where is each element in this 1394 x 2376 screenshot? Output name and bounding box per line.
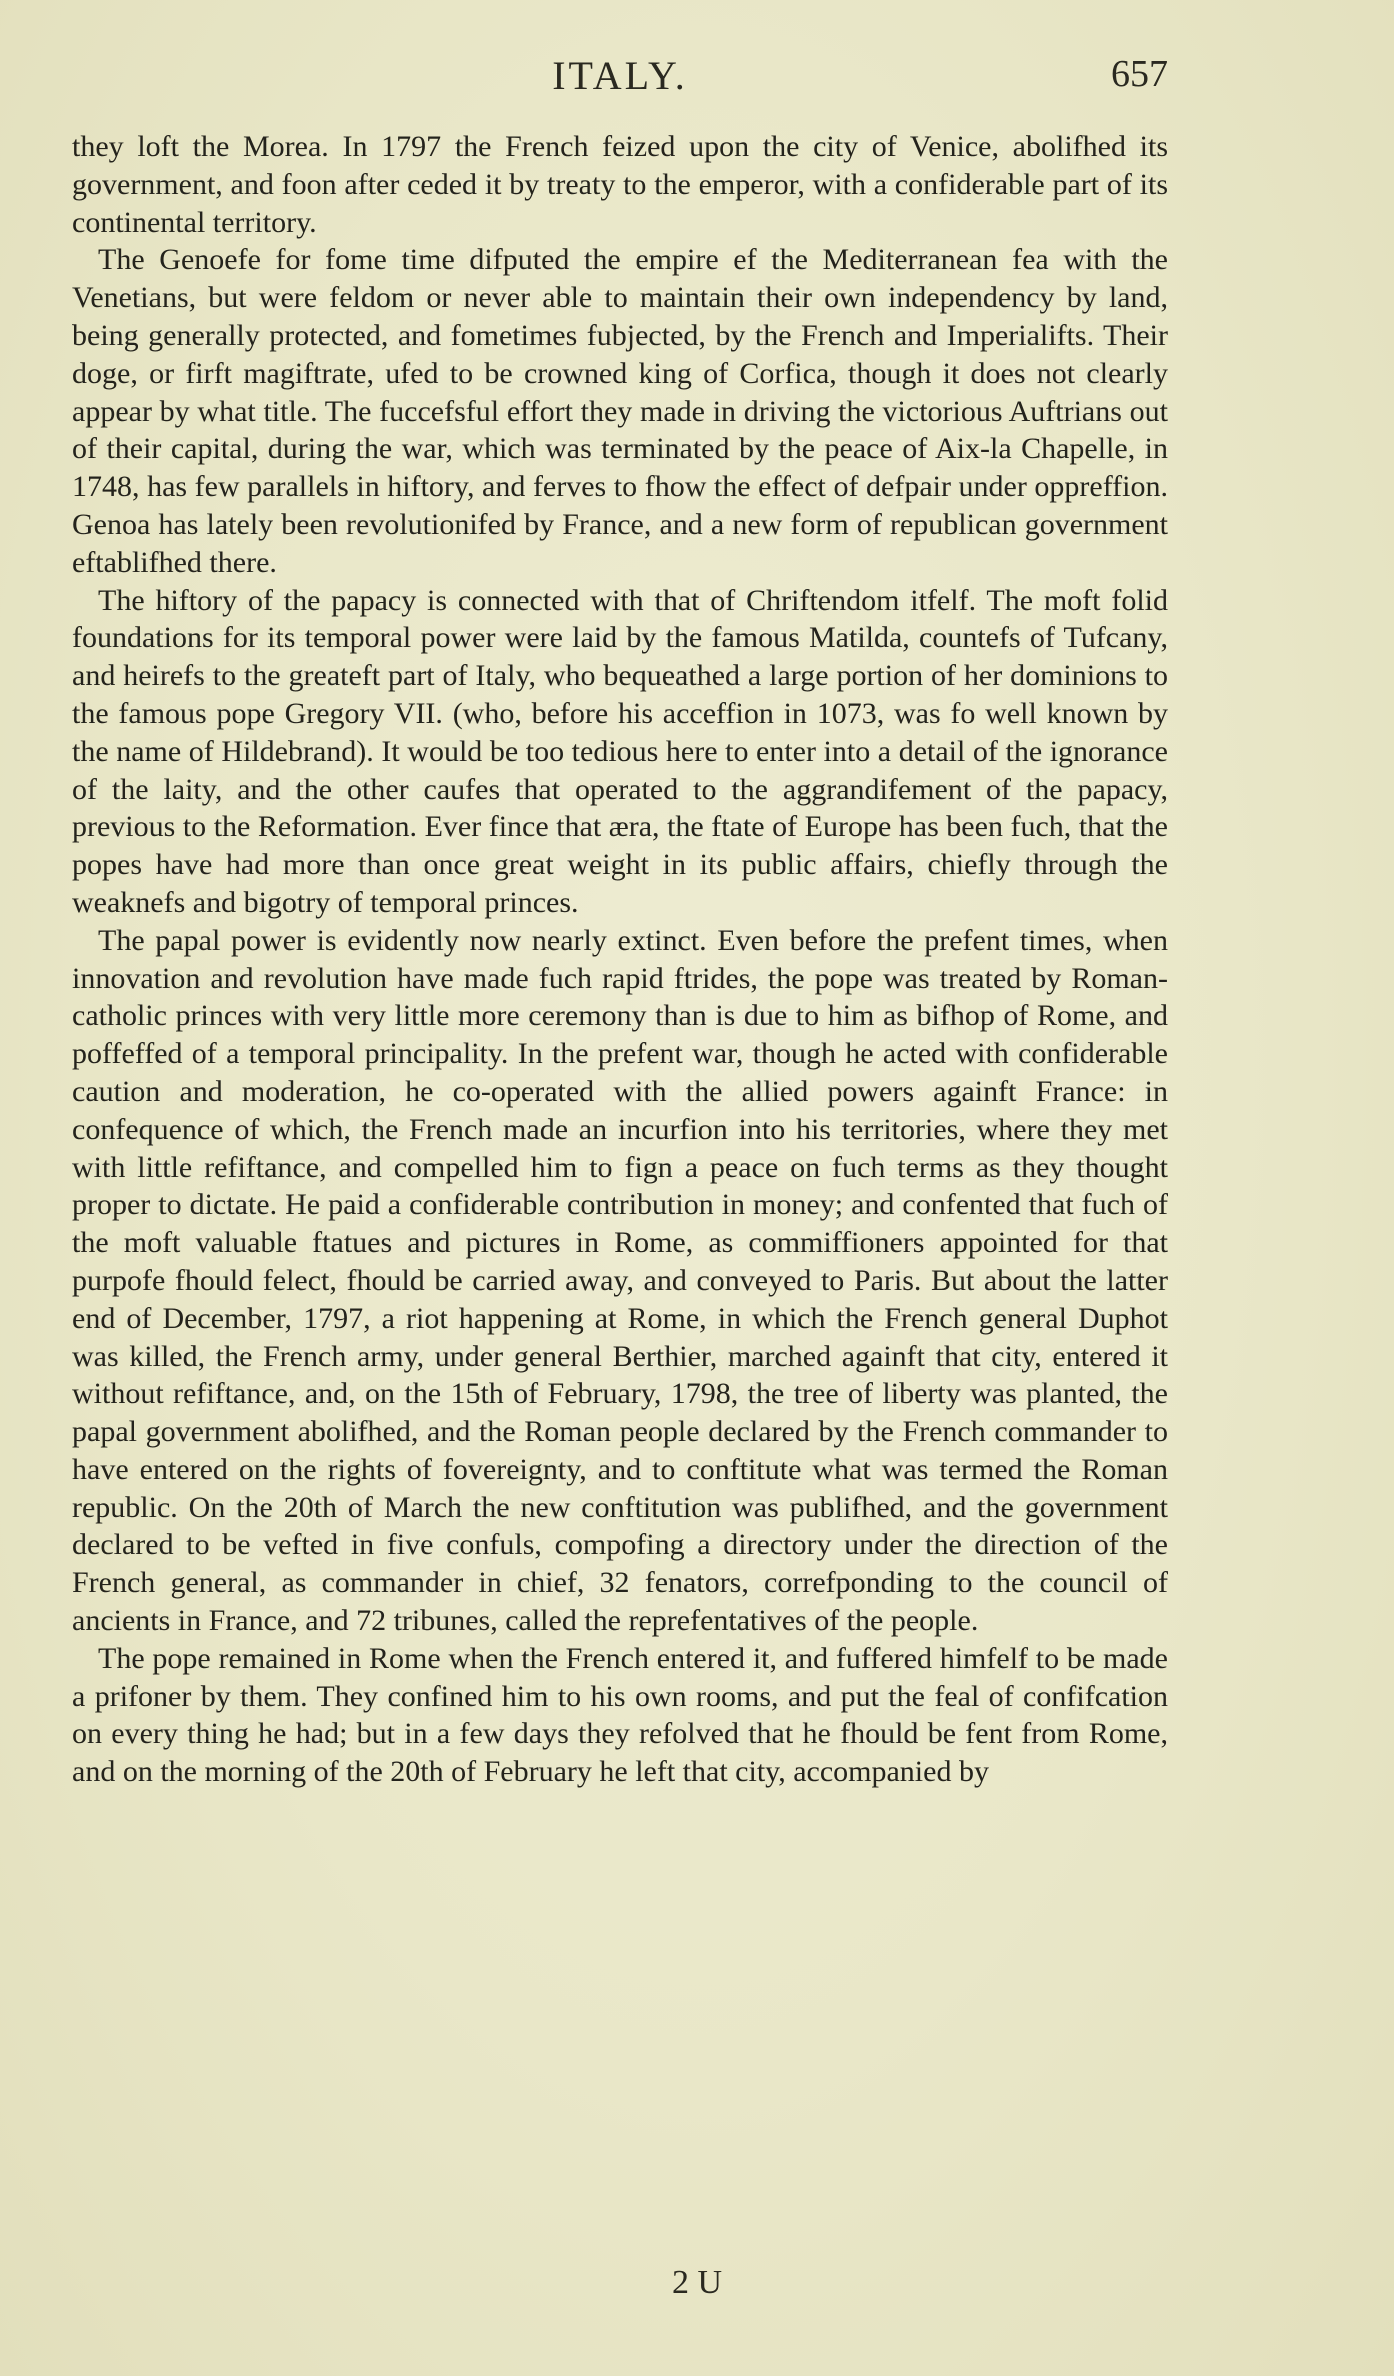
- running-title: ITALY.: [552, 53, 688, 98]
- page-header: [72, 52, 1168, 102]
- paragraph-genoa: The Genoefe for fome time difputed the empire ef the Mediterranean fea with the Venetians, but were feldom or never able to maintain their own independency by land, being generally protected, and fometimes fubjected, by the French and Imperialifts. Their doge, or firft magiftrate, ufed to be crowned king of Corfica, though it does not clearly appear by what title. The fuccefsful effort they made in driving the victorious Auftrians out of their capital, during the war, which was terminated by the peace of Aix-la Chapelle, in 1748, has few parallels in hiftory, and ferves to fhow the effect of defpair under oppreffion. Genoa has lately been revolutionifed by France, and a new form of republican government eftablifhed there.: [72, 243, 1168, 579]
- paragraph-papacy-history: The hiftory of the papacy is connected with that of Chriftendom itfelf. The moft folid foundations for its temporal power were laid by the famous Matilda, countefs of Tufcany, and heirefs to the greateft part of Italy, who bequeathed a large portion of her dominions to the famous pope Gregory VII. (who, before his acceffion in 1073, was fo well known by the name of Hildebrand). It would be too tedious here to enter into a detail of the ignorance of the laity, and the other caufes that operated to the aggrandifement of the papacy, previous to the Reformation. Ever fince that æra, the ftate of Europe has been fuch, that the popes have had more than once great weight in its public affairs, chiefly through the weaknefs and bigotry of temporal princes.: [72, 583, 1168, 919]
- paragraph-pope-prisoner: The pope remained in Rome when the French entered it, and fuffered himfelf to be made a prifoner by them. They confined him to his own rooms, and put the feal of confifcation on every thing he had; but in a few days they refolved that he fhould be fent from Rome, and on the morning of the 20th of February he left that city, accompanied by: [72, 1641, 1168, 1789]
- signature-mark: 2 U: [671, 2264, 723, 2301]
- paragraph-venice: they loft the Morea. In 1797 the French feized upon the city of Venice, abolifhed its government, and foon after ceded it by treaty to the emperor, with a confiderable part of its continental territory.: [72, 130, 1168, 239]
- page-number: 657: [1111, 53, 1168, 95]
- body-text: [72, 128, 1168, 1791]
- paragraph-papal-power: The papal power is evidently now nearly extinct. Even before the prefent times, when innovation and revolution have made fuch rapid ftrides, the pope was treated by Roman-catholic princes with very little more ceremony than is due to him as bifhop of Rome, and poffeffed of a temporal principality. In the prefent war, though he acted with confiderable caution and moderation, he co-operated with the allied powers againft France: in confequence of which, the French made an incurfion into his territories, where they met with little refiftance, and compelled him to fign a peace on fuch terms as they thought proper to dictate. He paid a confiderable contribution in money; and confented that fuch of the moft valuable ftatues and pictures in Rome, as commiffioners appointed for that purpofe fhould felect, fhould be carried away, and conveyed to Paris. But about the latter end of December, 1797, a riot happening at Rome, in which the French general Duphot was killed, the French army, under general Berthier, marched againft that city, entered it without refiftance, and, on the 15th of February, 1798, the tree of liberty was planted, the papal government abolifhed, and the Roman people declared by the French commander to have entered on the rights of fovereignty, and to conftitute what was termed the Roman republic. On the 20th of March the new conftitution was publifhed, and the government declared to be vefted in five confuls, compofing a directory under the direction of the French general, as commander in chief, 32 fenators, correfponding to the council of ancients in France, and 72 tribunes, called the reprefentatives of the people.: [72, 923, 1168, 1638]
